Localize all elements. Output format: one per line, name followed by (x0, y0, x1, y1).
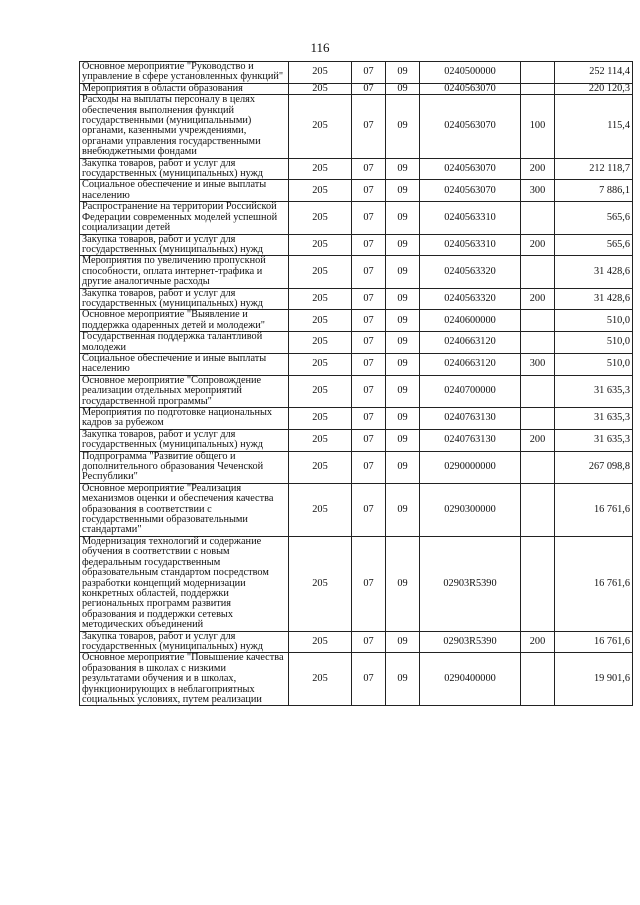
page-number: 116 (310, 40, 330, 55)
expense-name-cell: Распространение на территории Российской Федерации современных моделей успешной социализации детей (80, 202, 289, 234)
amount-cell: 16 761,6 (555, 483, 633, 536)
expense-type-cell (521, 536, 555, 631)
amount-cell: 565,6 (555, 234, 633, 256)
expense-type-cell: 100 (521, 95, 555, 158)
expense-name-cell: Социальное обеспечение и иные выплаты населению (80, 180, 289, 202)
department-code-cell: 205 (289, 653, 352, 706)
table-row (80, 288, 633, 310)
budget-table-body (80, 62, 633, 706)
target-article-cell: 0240563070 (420, 180, 521, 202)
expense-type-cell: 200 (521, 631, 555, 653)
department-code-cell: 205 (289, 95, 352, 158)
subsection-code-cell: 09 (386, 483, 420, 536)
amount-cell: 7 886,1 (555, 180, 633, 202)
expense-name-cell: Основное мероприятие "Выявление и поддержка одаренных детей и молодежи" (80, 310, 289, 332)
amount-cell: 212 118,7 (555, 158, 633, 180)
table-row (80, 429, 633, 451)
table-row (80, 451, 633, 483)
expense-name-cell: Закупка товаров, работ и услуг для государственных (муниципальных) нужд (80, 631, 289, 653)
section-code-cell: 07 (352, 408, 386, 430)
table-row (80, 536, 633, 631)
amount-cell: 19 901,6 (555, 653, 633, 706)
department-code-cell: 205 (289, 353, 352, 375)
target-article-cell: 0240763130 (420, 408, 521, 430)
department-code-cell: 205 (289, 429, 352, 451)
section-code-cell: 07 (352, 536, 386, 631)
target-article-cell: 0240563320 (420, 288, 521, 310)
section-code-cell: 07 (352, 375, 386, 407)
expense-name-cell: Основное мероприятие "Повышение качества образования в школах с низкими результатами обучения и в школах, функционирующих в неблагоприятных социальных условиях, путем реализации (80, 653, 289, 706)
subsection-code-cell: 09 (386, 375, 420, 407)
expense-type-cell (521, 256, 555, 288)
target-article-cell: 0240563310 (420, 234, 521, 256)
expense-type-cell (521, 310, 555, 332)
expense-name-cell: Расходы на выплаты персоналу в целях обеспечения выполнения функций государственными (муниципальными) органами, казенными учреждениями, органами управления государственными внебюджетными фондами (80, 95, 289, 158)
expense-type-cell (521, 83, 555, 94)
subsection-code-cell: 09 (386, 332, 420, 354)
table-row (80, 158, 633, 180)
amount-cell: 16 761,6 (555, 536, 633, 631)
section-code-cell: 07 (352, 234, 386, 256)
target-article-cell: 0290000000 (420, 451, 521, 483)
target-article-cell: 0240563310 (420, 202, 521, 234)
subsection-code-cell: 09 (386, 95, 420, 158)
target-article-cell: 0240763130 (420, 429, 521, 451)
target-article-cell: 0240563070 (420, 158, 521, 180)
budget-table (79, 61, 633, 706)
expense-type-cell: 300 (521, 180, 555, 202)
expense-name-cell: Закупка товаров, работ и услуг для государственных (муниципальных) нужд (80, 288, 289, 310)
table-row (80, 408, 633, 430)
amount-cell: 115,4 (555, 95, 633, 158)
expense-name-cell: Модернизация технологий и содержание обучения в соответствии с новым федеральным государственным образовательным стандартом посредством разработки концепций модернизации конкретных областей, поддержки региональных программ развития образования и поддержки сетевых методических объединений (80, 536, 289, 631)
department-code-cell: 205 (289, 375, 352, 407)
department-code-cell: 205 (289, 332, 352, 354)
expense-type-cell: 200 (521, 288, 555, 310)
expense-type-cell (521, 483, 555, 536)
amount-cell: 220 120,3 (555, 83, 633, 94)
table-row (80, 180, 633, 202)
section-code-cell: 07 (352, 180, 386, 202)
table-row (80, 332, 633, 354)
target-article-cell: 0240600000 (420, 310, 521, 332)
amount-cell: 16 761,6 (555, 631, 633, 653)
amount-cell: 31 428,6 (555, 256, 633, 288)
department-code-cell: 205 (289, 234, 352, 256)
section-code-cell: 07 (352, 429, 386, 451)
amount-cell: 510,0 (555, 332, 633, 354)
section-code-cell: 07 (352, 202, 386, 234)
expense-type-cell (521, 653, 555, 706)
table-row (80, 653, 633, 706)
subsection-code-cell: 09 (386, 158, 420, 180)
subsection-code-cell: 09 (386, 653, 420, 706)
amount-cell: 31 635,3 (555, 408, 633, 430)
department-code-cell: 205 (289, 202, 352, 234)
expense-name-cell: Закупка товаров, работ и услуг для государственных (муниципальных) нужд (80, 234, 289, 256)
expense-type-cell: 300 (521, 353, 555, 375)
target-article-cell: 0240700000 (420, 375, 521, 407)
table-row (80, 310, 633, 332)
section-code-cell: 07 (352, 353, 386, 375)
subsection-code-cell: 09 (386, 536, 420, 631)
section-code-cell: 07 (352, 83, 386, 94)
department-code-cell: 205 (289, 83, 352, 94)
expense-type-cell (521, 451, 555, 483)
subsection-code-cell: 09 (386, 353, 420, 375)
expense-type-cell: 200 (521, 158, 555, 180)
expense-name-cell: Основное мероприятие "Руководство и управление в сфере установленных функций" (80, 62, 289, 84)
subsection-code-cell: 09 (386, 83, 420, 94)
amount-cell: 565,6 (555, 202, 633, 234)
expense-type-cell (521, 375, 555, 407)
department-code-cell: 205 (289, 408, 352, 430)
target-article-cell: 0290300000 (420, 483, 521, 536)
amount-cell: 510,0 (555, 353, 633, 375)
expense-name-cell: Закупка товаров, работ и услуг для государственных (муниципальных) нужд (80, 158, 289, 180)
section-code-cell: 07 (352, 483, 386, 536)
amount-cell: 31 428,6 (555, 288, 633, 310)
table-row (80, 83, 633, 94)
table-row (80, 631, 633, 653)
table-row (80, 95, 633, 158)
department-code-cell: 205 (289, 288, 352, 310)
amount-cell: 31 635,3 (555, 429, 633, 451)
expense-name-cell: Основное мероприятие "Сопровождение реализации отдельных мероприятий государственной программы" (80, 375, 289, 407)
department-code-cell: 205 (289, 536, 352, 631)
section-code-cell: 07 (352, 158, 386, 180)
table-row (80, 353, 633, 375)
amount-cell: 510,0 (555, 310, 633, 332)
expense-name-cell: Подпрограмма "Развитие общего и дополнительного образования Чеченской Республики" (80, 451, 289, 483)
subsection-code-cell: 09 (386, 310, 420, 332)
subsection-code-cell: 09 (386, 202, 420, 234)
target-article-cell: 0240500000 (420, 62, 521, 84)
expense-type-cell (521, 202, 555, 234)
amount-cell: 31 635,3 (555, 375, 633, 407)
subsection-code-cell: 09 (386, 451, 420, 483)
target-article-cell: 0240663120 (420, 332, 521, 354)
table-row (80, 234, 633, 256)
expense-type-cell (521, 332, 555, 354)
section-code-cell: 07 (352, 256, 386, 288)
target-article-cell: 0240563070 (420, 83, 521, 94)
department-code-cell: 205 (289, 256, 352, 288)
table-row (80, 62, 633, 84)
expense-type-cell: 200 (521, 234, 555, 256)
department-code-cell: 205 (289, 310, 352, 332)
department-code-cell: 205 (289, 631, 352, 653)
amount-cell: 252 114,4 (555, 62, 633, 84)
subsection-code-cell: 09 (386, 408, 420, 430)
table-row (80, 375, 633, 407)
department-code-cell: 205 (289, 62, 352, 84)
subsection-code-cell: 09 (386, 256, 420, 288)
expense-type-cell: 200 (521, 429, 555, 451)
table-row (80, 202, 633, 234)
section-code-cell: 07 (352, 288, 386, 310)
section-code-cell: 07 (352, 332, 386, 354)
target-article-cell: 02903R5390 (420, 536, 521, 631)
target-article-cell: 0240663120 (420, 353, 521, 375)
expense-name-cell: Мероприятия по увеличению пропускной способности, оплата интернет-трафика и другие аналогичные расходы (80, 256, 289, 288)
department-code-cell: 205 (289, 483, 352, 536)
expense-name-cell: Закупка товаров, работ и услуг для государственных (муниципальных) нужд (80, 429, 289, 451)
subsection-code-cell: 09 (386, 180, 420, 202)
section-code-cell: 07 (352, 310, 386, 332)
target-article-cell: 02903R5390 (420, 631, 521, 653)
subsection-code-cell: 09 (386, 62, 420, 84)
expense-name-cell: Основное мероприятие "Реализация механизмов оценки и обеспечения качества образования в соответствии с государственными образовательными стандартами" (80, 483, 289, 536)
expense-name-cell: Мероприятия по подготовке национальных кадров за рубежом (80, 408, 289, 430)
department-code-cell: 205 (289, 158, 352, 180)
expense-name-cell: Мероприятия в области образования (80, 83, 289, 94)
target-article-cell: 0240563320 (420, 256, 521, 288)
section-code-cell: 07 (352, 653, 386, 706)
subsection-code-cell: 09 (386, 631, 420, 653)
subsection-code-cell: 09 (386, 288, 420, 310)
department-code-cell: 205 (289, 180, 352, 202)
section-code-cell: 07 (352, 62, 386, 84)
section-code-cell: 07 (352, 631, 386, 653)
expense-type-cell (521, 62, 555, 84)
expense-type-cell (521, 408, 555, 430)
subsection-code-cell: 09 (386, 429, 420, 451)
table-row (80, 483, 633, 536)
section-code-cell: 07 (352, 95, 386, 158)
expense-name-cell: Социальное обеспечение и иные выплаты населению (80, 353, 289, 375)
target-article-cell: 0240563070 (420, 95, 521, 158)
section-code-cell: 07 (352, 451, 386, 483)
subsection-code-cell: 09 (386, 234, 420, 256)
department-code-cell: 205 (289, 451, 352, 483)
table-row (80, 256, 633, 288)
amount-cell: 267 098,8 (555, 451, 633, 483)
target-article-cell: 0290400000 (420, 653, 521, 706)
expense-name-cell: Государственная поддержка талантливой молодежи (80, 332, 289, 354)
